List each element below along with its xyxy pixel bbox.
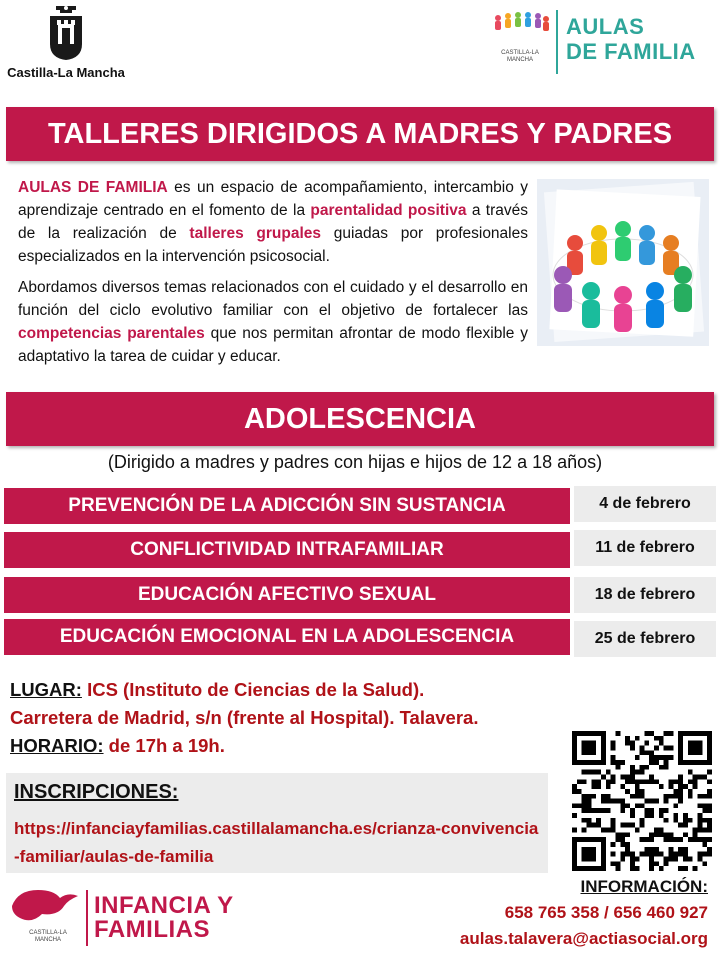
event-info [10,676,478,760]
workshop-title-3: EDUCACIÓN AFECTIVO SEXUAL [4,577,570,613]
registration-label: INSCRIPCIONES: [14,781,179,803]
section-subtitle: (Dirigido a madres y padres con hijas e hijos de 12 a 18 años) [107,452,603,472]
infancia-logo-title: INFANCIA Y FAMILIAS [94,892,234,943]
group-figures-photo [533,175,713,350]
qr-code[interactable] [572,731,712,871]
workshop-date-1: 4 de febrero [574,486,716,522]
castilla-la-mancha-logo [4,4,128,84]
workshop-title-2: CONFLICTIVIDAD INTRAFAMILIAR [4,532,570,568]
schedule-label: HORARIO: [10,735,104,756]
place-value: ICS (Instituto de Ciencias de la Salud). [87,679,425,700]
aulas-logo-small-text: CASTILLA-LA MANCHA [501,50,539,63]
workshop-title-4: EDUCACIÓN EMOCIONAL EN LA ADOLESCENCIA [4,619,570,655]
infancia-logo-small-text: CASTILLA-LA MANCHA [29,930,67,943]
registration-link[interactable]: https://infanciayfamilias.castillalamancha.es/crianza-convivencia-familiar/aulas-de-familia [14,819,539,866]
aulas-de-familia-logo [488,8,716,78]
registration-box [6,773,548,873]
workshop-title-1: PREVENCIÓN DE LA ADICCIÓN SIN SUSTANCIA [4,488,570,524]
infancia-y-familias-logo [8,884,258,954]
infancia-emblem-icon [8,884,80,930]
logo-divider [86,890,88,946]
contact-email[interactable]: aulas.talavera@actiasocial.org [459,929,708,948]
workshop-date-4: 25 de febrero [574,621,716,657]
section-title: ADOLESCENCIA [6,392,714,446]
clm-logo-text: Castilla-La Mancha [7,65,125,80]
schedule-value: de 17h a 19h. [108,735,225,756]
workshop-date-2: 11 de febrero [574,530,716,566]
contact-label: INFORMACIÓN: [580,877,708,896]
intro-paragraph-1: AULAS DE FAMILIA es un espacio de acompañamiento, intercambio y aprendizaje centrado en el fomento de la parentalidad positiva a través de la realización de talleres grupales guiadas por profesionales especializados en la intervención psicosocial. [18,179,528,265]
castle-crest-icon [46,4,86,62]
page-title: TALLERES DIRIGIDOS A MADRES Y PADRES [6,107,714,161]
logo-divider [556,10,558,74]
contact-info [460,874,708,952]
intro-paragraph-2: Abordamos diversos temas relacionados con el cuidado y el desarrollo en función del ciclo evolutivo familiar con el objetivo de fortalecer las competencias parentales que nos permitan afrontar de modo flexible y adaptativo la tarea de cuidar y educar. [18,279,528,365]
contact-phones[interactable]: 658 765 358 / 656 460 927 [504,903,708,922]
place-label: LUGAR: [10,679,82,700]
aulas-logo-title: AULAS DE FAMILIA [566,14,696,64]
address: Carretera de Madrid, s/n (frente al Hospital). Talavera. [10,707,479,728]
workshop-date-3: 18 de febrero [574,577,716,613]
intro-text [18,176,528,376]
people-circle-icon [490,10,552,50]
